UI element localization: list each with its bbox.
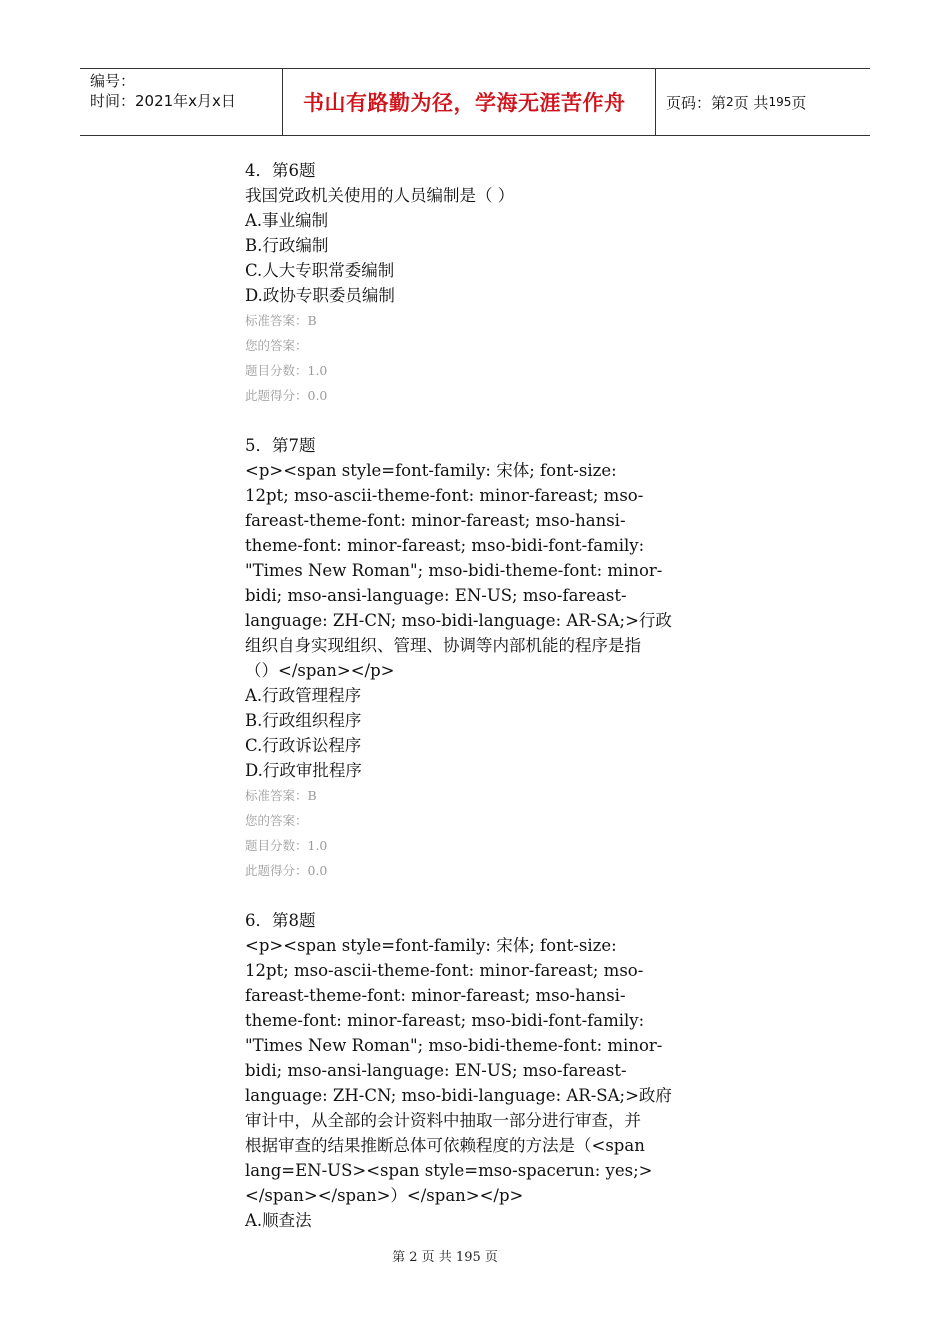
question-stem-line: theme-font: minor-fareast; mso-bidi-font-family: xyxy=(245,1011,645,1030)
question-stem: 我国党政机关使用的人员编制是（ ） xyxy=(245,186,515,205)
page-prefix: 页码：第 xyxy=(666,93,727,112)
question-item xyxy=(245,908,715,1233)
header-motto: 书山有路勤为径，学海无涯苦作舟 xyxy=(303,91,626,115)
question-stem-line: lang=EN-US><span style=mso-spacerun: yes;> xyxy=(245,1161,653,1180)
header-page-info xyxy=(656,69,870,135)
question-list xyxy=(245,158,715,1233)
number-label: 编号： xyxy=(90,72,136,90)
option-a: A.顺查法 xyxy=(245,1211,312,1230)
standard-answer: 标准答案：B xyxy=(245,788,317,803)
question-title: 5．第7题 xyxy=(245,436,316,455)
question-stem-line: fareast-theme-font: minor-fareast; mso-hansi- xyxy=(245,511,626,530)
obtained-score: 此题得分：0.0 xyxy=(245,863,328,878)
question-stem-line: （）</span></p> xyxy=(245,661,395,680)
question-stem-line: 12pt; mso-ascii-theme-font: minor-fareast; mso- xyxy=(245,961,644,980)
your-answer: 您的答案： xyxy=(245,338,308,353)
time-label: 时间：2021年x月x日 xyxy=(90,92,236,110)
option-d: D.行政审批程序 xyxy=(245,761,362,780)
page-footer xyxy=(0,1246,950,1265)
footer-page-text: 第 2 页 共 195 页 xyxy=(392,1250,498,1265)
option-c: C.行政诉讼程序 xyxy=(245,736,362,755)
spacer xyxy=(245,883,715,908)
option-d: D.政协专职委员编制 xyxy=(245,286,395,305)
header-meta xyxy=(80,69,282,135)
question-stem-line: "Times New Roman"; mso-bidi-theme-font: minor- xyxy=(245,561,663,580)
question-stem-line: language: ZH-CN; mso-bidi-language: AR-SA;>行政 xyxy=(245,611,672,630)
question-stem-line: bidi; mso-ansi-language: EN-US; mso-fareast- xyxy=(245,1061,627,1080)
question-stem-line: "Times New Roman"; mso-bidi-theme-font: minor- xyxy=(245,1036,663,1055)
question-title: 6．第8题 xyxy=(245,911,316,930)
question-stem-line: language: ZH-CN; mso-bidi-language: AR-SA;>政府 xyxy=(245,1086,672,1105)
option-a: A.事业编制 xyxy=(245,211,329,230)
question-stem-line: fareast-theme-font: minor-fareast; mso-hansi- xyxy=(245,986,626,1005)
spacer xyxy=(245,408,715,433)
question-stem-line: <p><span style=font-family: 宋体; font-size: xyxy=(245,461,617,480)
option-c: C.人大专职常委编制 xyxy=(245,261,395,280)
question-item xyxy=(245,433,715,883)
option-b: B.行政组织程序 xyxy=(245,711,362,730)
your-answer: 您的答案： xyxy=(245,813,308,828)
question-score: 题目分数：1.0 xyxy=(245,363,328,378)
question-stem-line: </span></span>）</span></p> xyxy=(245,1186,524,1205)
question-stem-line: bidi; mso-ansi-language: EN-US; mso-fareast- xyxy=(245,586,627,605)
option-b: B.行政编制 xyxy=(245,236,329,255)
question-stem-line: 根据审查的结果推断总体可依赖程度的方法是（<span xyxy=(245,1136,645,1155)
question-score: 题目分数：1.0 xyxy=(245,838,328,853)
standard-answer: 标准答案：B xyxy=(245,313,317,328)
page-number: 2 xyxy=(726,95,734,109)
question-stem-line: 12pt; mso-ascii-theme-font: minor-fareast; mso- xyxy=(245,486,644,505)
question-title: 4．第6题 xyxy=(245,161,316,180)
page-header xyxy=(80,68,870,136)
option-a: A.行政管理程序 xyxy=(245,686,362,705)
page-total: 195 xyxy=(768,95,792,109)
header-motto-cell xyxy=(282,69,656,135)
question-item xyxy=(245,158,715,408)
question-stem-line: 组织自身实现组织、管理、协调等内部机能的程序是指 xyxy=(245,636,641,655)
question-stem-line: <p><span style=font-family: 宋体; font-size: xyxy=(245,936,617,955)
obtained-score: 此题得分：0.0 xyxy=(245,388,328,403)
page-mid: 页 共 xyxy=(733,93,769,112)
question-stem-line: theme-font: minor-fareast; mso-bidi-font-family: xyxy=(245,536,645,555)
page-suffix: 页 xyxy=(791,93,807,112)
question-stem-line: 审计中，从全部的会计资料中抽取一部分进行审查，并 xyxy=(245,1111,641,1130)
